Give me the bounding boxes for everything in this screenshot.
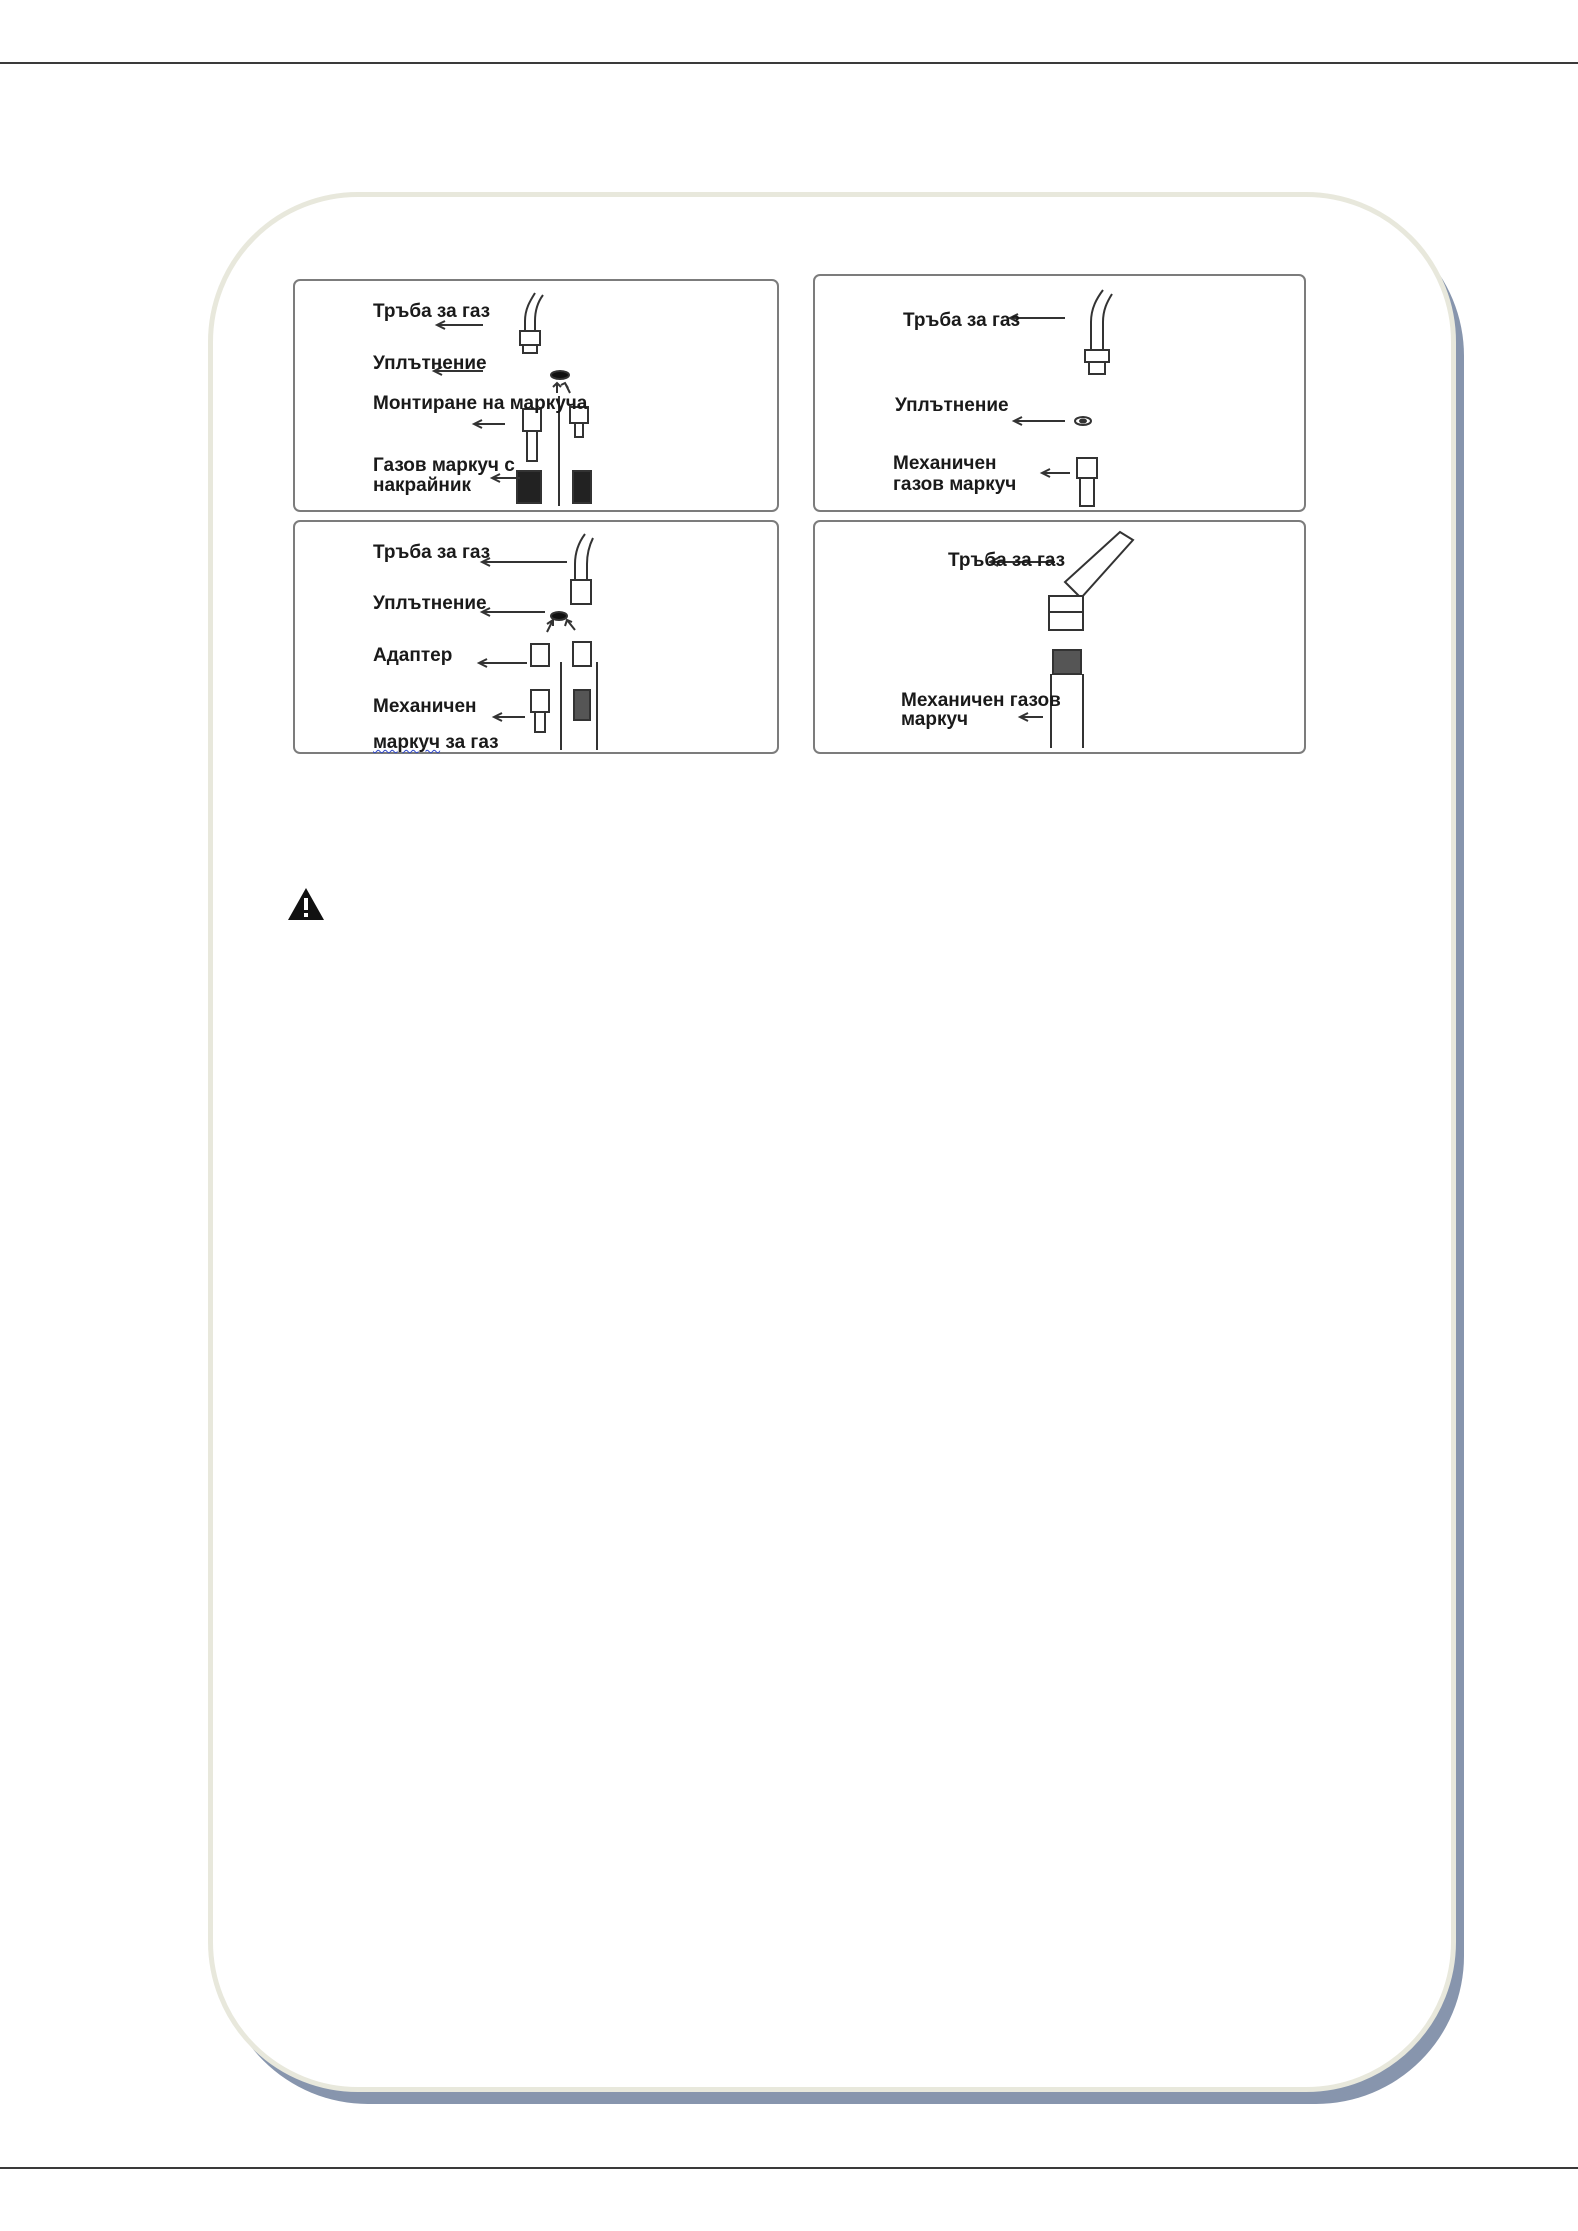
label-mechanical-hose-line1: Механичен [373, 696, 477, 717]
panel2-illustration [815, 276, 1304, 510]
label-gas-pipe: Тръба за газ [948, 550, 1066, 571]
panel-mechanical-hose [813, 274, 1306, 512]
label-gas-pipe: Тръба за газ [903, 310, 1021, 331]
label-mechanical-hose-line2 [373, 732, 499, 754]
label-text-rest: за газ [440, 732, 499, 753]
label-seal: Уплътнение [895, 395, 1009, 416]
panel-hose-with-nozzle [293, 279, 779, 512]
label-gas-pipe: Тръба за газ [373, 542, 491, 563]
header-rule [0, 62, 1578, 64]
label-gas-hose-line2: накрайник [373, 475, 472, 496]
label-seal: Уплътнение [373, 353, 487, 374]
label-mechanical-hose-line2: маркуч [901, 709, 969, 730]
panel-adapter [293, 520, 779, 754]
spellcheck-underlined-word: маркуч [373, 732, 441, 753]
panel-direct-connection [813, 520, 1306, 754]
label-adapter: Адаптер [373, 645, 453, 666]
label-gas-pipe: Тръба за газ [373, 301, 491, 322]
label-mechanical-hose-line1: Механичен газов [901, 690, 1061, 711]
panel3-illustration [295, 522, 777, 752]
footer-rule [0, 2167, 1578, 2169]
label-seal: Уплътнение [373, 593, 487, 614]
label-gas-hose-line1: Газов маркуч с [373, 455, 515, 476]
label-hose-mounting: Монтиране на маркуча [373, 393, 588, 414]
label-mechanical-hose-line2: газов маркуч [893, 474, 1017, 495]
label-mechanical-hose-line1: Механичен [893, 453, 997, 474]
warning-triangle-icon [286, 886, 326, 927]
